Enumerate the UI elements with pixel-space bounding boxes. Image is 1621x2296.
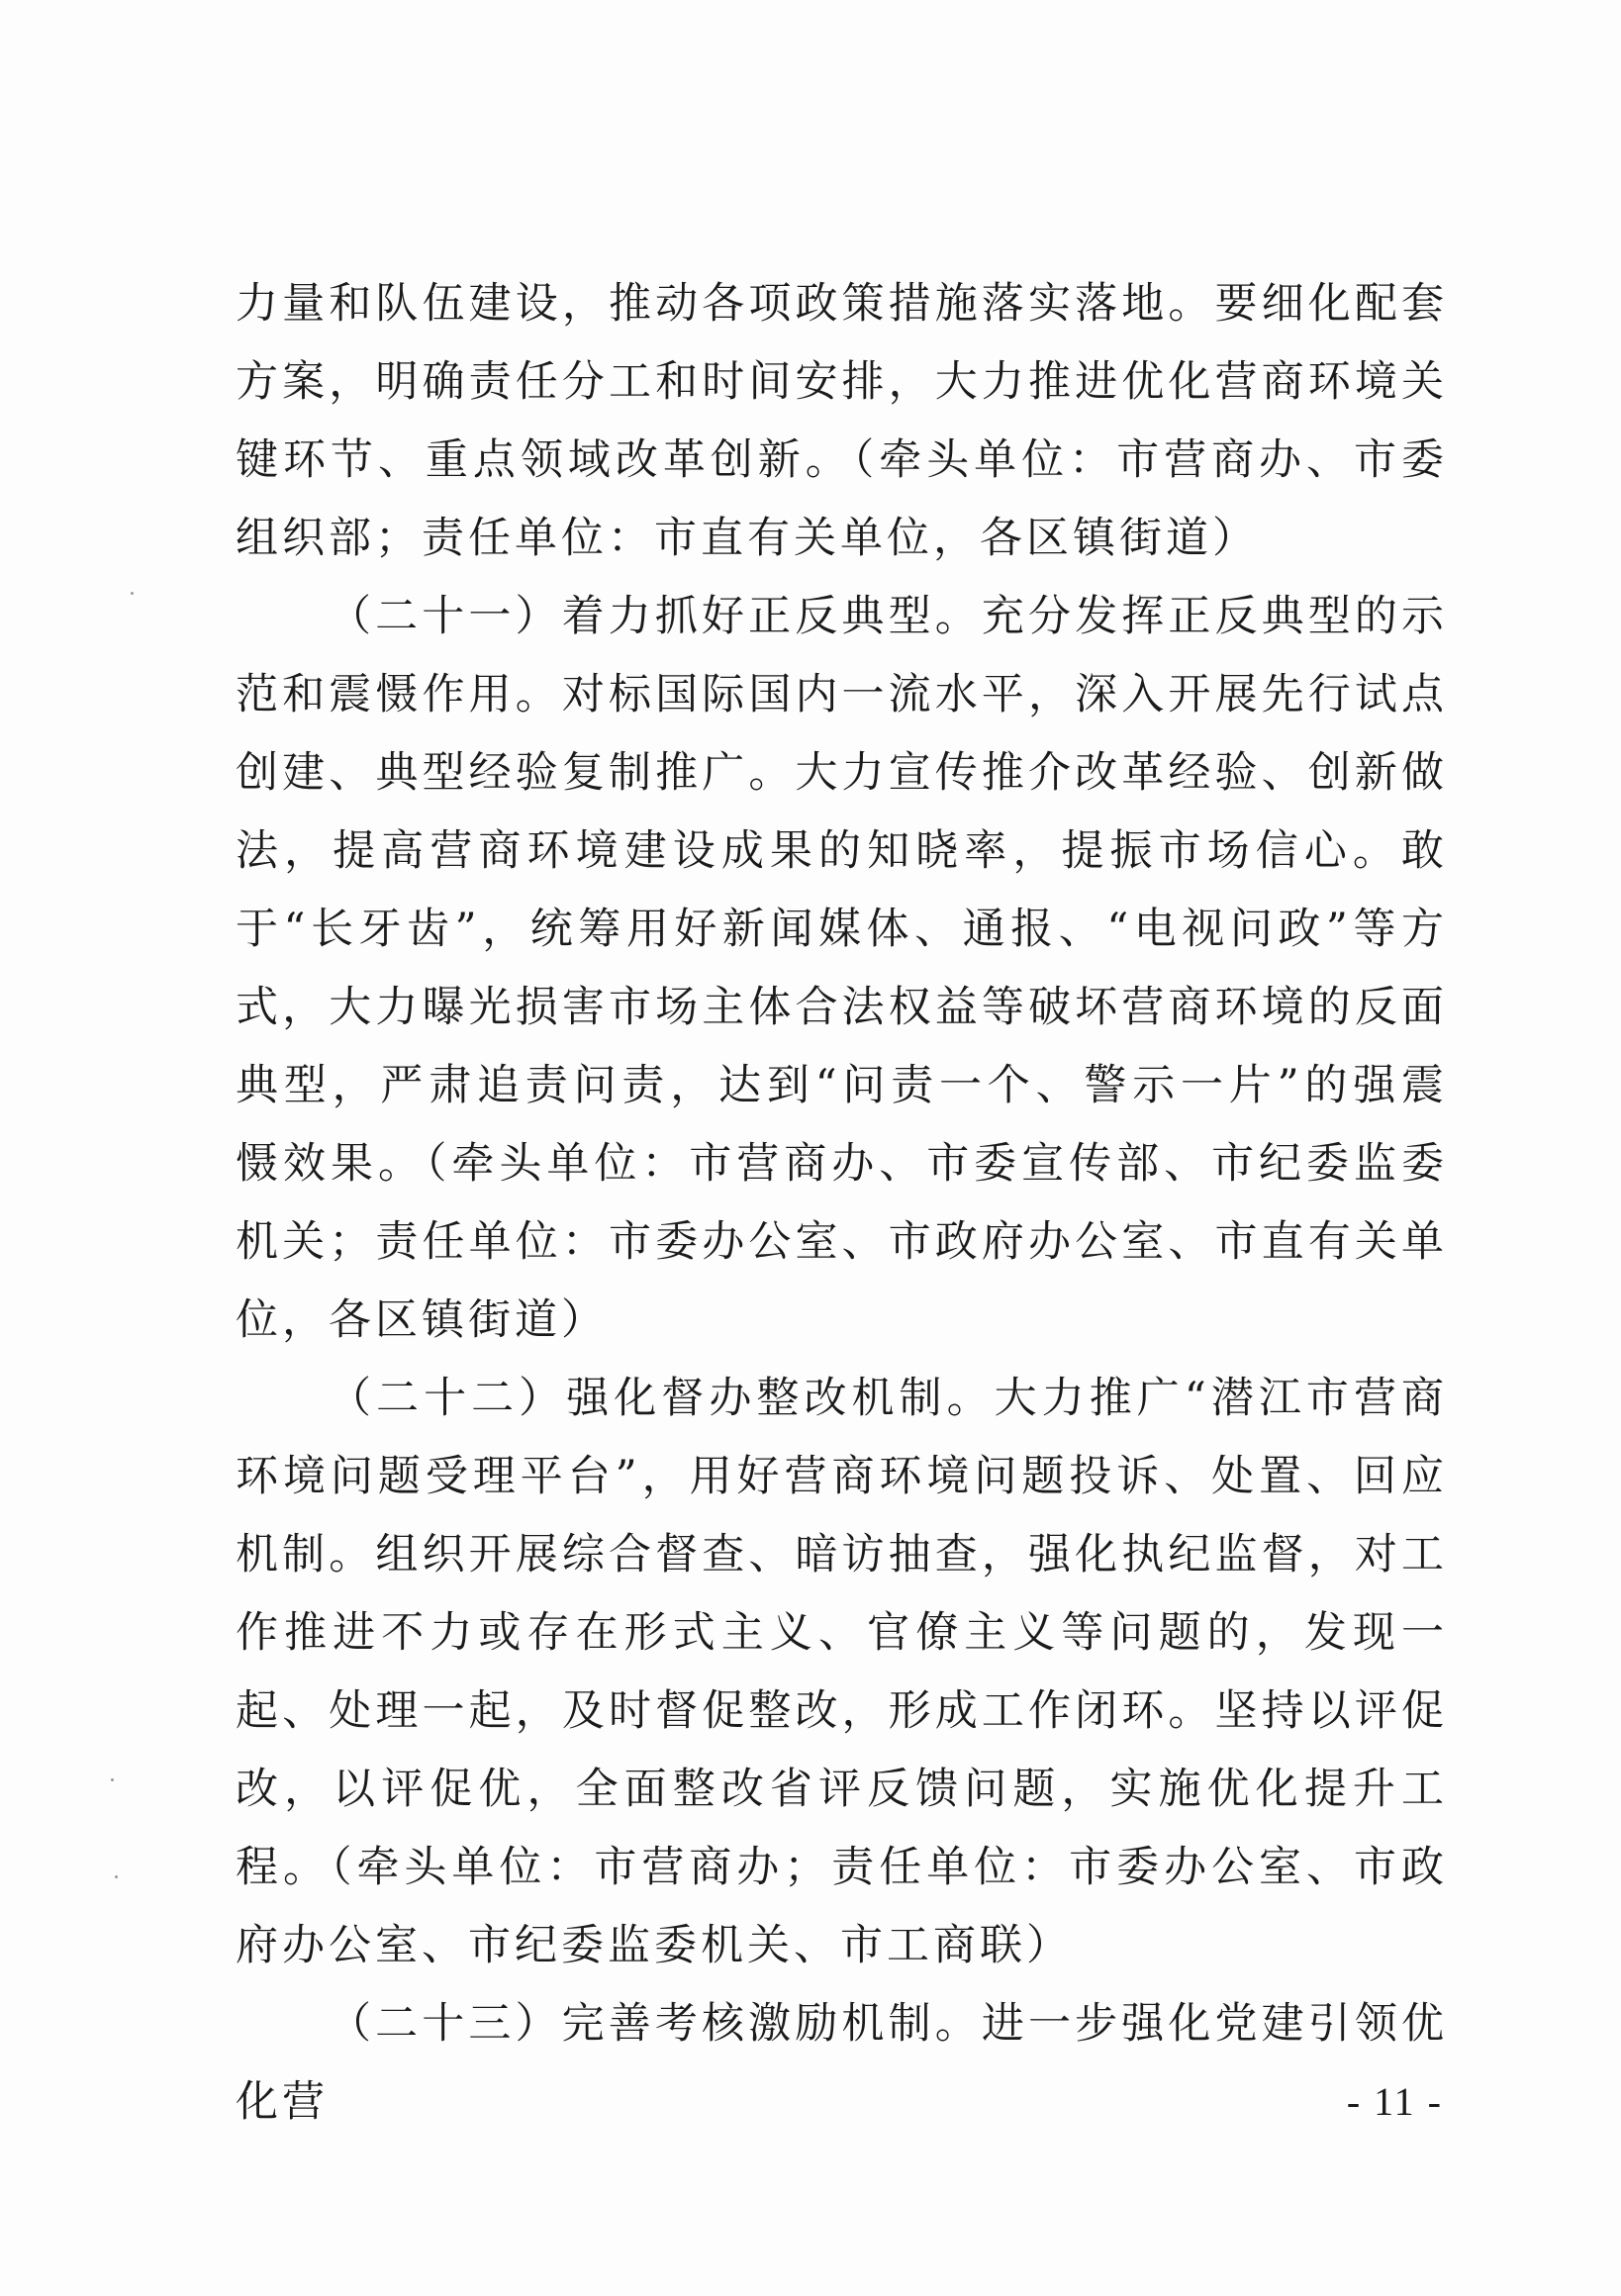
scan-speck <box>111 1778 114 1781</box>
scan-speck <box>131 592 134 595</box>
paragraph-22: （二十二）强化督办整改机制。大力推广“潜江市营商环境问题受理平台”，用好营商环境问题投诉、处置、回应机制。组织开展综合督查、暗访抽查，强化执纪监督，对工作推进不力或存在形式主义、官僚主义等问题的，发现一起、处理一起，及时督促整改，形成工作闭环。坚持以评促改，以评促优，全面整改省评反馈问题，实施优化提升工程。（牵头单位：市营商办；责任单位：市委办公室、市政府办公室、市纪委监委机关、市工商联） <box>236 1374 1448 1970</box>
paragraph-21: （二十一）着力抓好正反典型。充分发挥正反典型的示范和震慑作用。对标国际国内一流水平，深入开展先行试点创建、典型经验复制推广。大力宣传推介改革经验、创新做法，提高营商环境建设成果的知晓率，提振市场信心。敢于“长牙齿”，统筹用好新闻媒体、通报、“电视问政”等方式，大力曝光损害市场主体合法权益等破坏营商环境的反面典型，严肃追责问责，达到“问责一个、警示一片”的强震慑效果。（牵头单位：市营商办、市委宣传部、市纪委监委机关；责任单位：市委办公室、市政府办公室、市直有关单位，各区镇街道） <box>236 592 1448 1345</box>
body-text <box>236 265 1448 2142</box>
page-number: - 11 - <box>1346 2079 1443 2124</box>
paragraph-continuation: 力量和队伍建设，推动各项政策措施落实落地。要细化配套方案，明确责任分工和时间安排，大力推进优化营商环境关键环节、重点领域改革创新。（牵头单位：市营商办、市委组织部；责任单位：市直有关单位，各区镇街道） <box>236 279 1448 563</box>
scan-speck <box>115 1875 118 1878</box>
paragraph-23: （二十三）完善考核激励机制。进一步强化党建引领优化营 <box>236 1999 1448 2127</box>
